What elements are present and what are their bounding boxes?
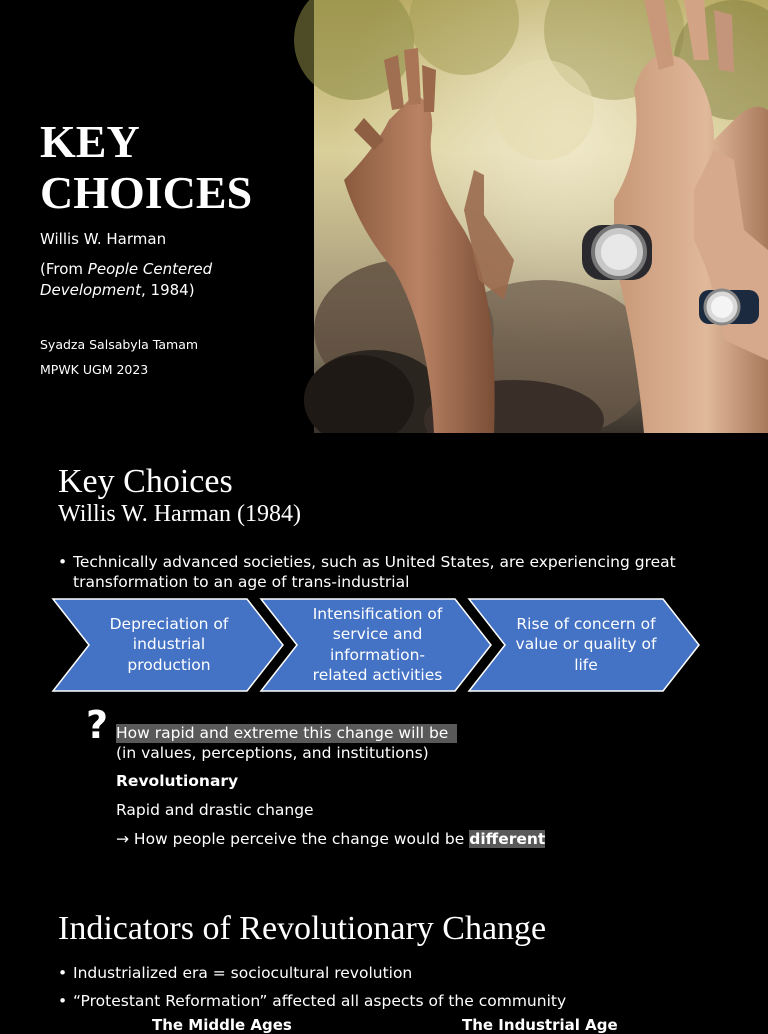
title-line-1: KEY bbox=[40, 116, 140, 167]
industrial-age-label: The Industrial Age bbox=[462, 1016, 618, 1034]
photo-illustration bbox=[314, 0, 768, 433]
revolutionary-label: Revolutionary bbox=[116, 772, 239, 790]
chevron-label-3: Rise of concern of value or quality of life bbox=[515, 614, 657, 674]
title-line-2: CHOICES bbox=[40, 167, 253, 218]
highlighted-word: different bbox=[469, 830, 546, 848]
bullet-text: Technically advanced societies, such as United States, are experiencing great transformation to an age of trans-industrial bbox=[73, 553, 676, 591]
source-prefix: (From bbox=[40, 260, 88, 278]
middle-ages-label: The Middle Ages bbox=[152, 1016, 292, 1034]
slide-subtitle: Willis W. Harman (1984) bbox=[58, 501, 301, 527]
key-choices-slide bbox=[0, 433, 768, 878]
perception-text: → How people perceive the change would be bbox=[116, 830, 470, 848]
bullet-dot-icon: • bbox=[58, 992, 68, 1010]
bullet-dot-icon: • bbox=[58, 553, 68, 571]
author-name: Willis W. Harman bbox=[40, 230, 167, 248]
question-line-2: (in values, perceptions, and institutions) bbox=[116, 744, 429, 762]
chevron-label-1: Depreciation of industrial production bbox=[109, 614, 229, 674]
bullet-item bbox=[58, 552, 698, 594]
bullet-text: “Protestant Reformation” affected all aspects of the community bbox=[73, 992, 567, 1010]
slide-title bbox=[40, 116, 252, 218]
indicators-slide bbox=[0, 878, 768, 1034]
bullet-item bbox=[58, 991, 708, 1013]
presenter-affiliation: MPWK UGM 2023 bbox=[40, 362, 149, 377]
rapid-change-text: Rapid and drastic change bbox=[116, 801, 314, 819]
process-chevrons bbox=[52, 598, 702, 693]
perception-statement bbox=[116, 830, 545, 848]
bullet-item bbox=[58, 963, 708, 985]
slide-title: Key Choices bbox=[58, 463, 233, 500]
raised-hands-photo bbox=[314, 0, 768, 433]
presenter-name: Syadza Salsabyla Tamam bbox=[40, 337, 199, 352]
chevron-label-2: Intensification of service and information-related activities bbox=[312, 604, 443, 684]
source-book-title: People Centered Development bbox=[40, 260, 213, 299]
bullet-text: Industrialized era = sociocultural revolution bbox=[73, 964, 413, 982]
question-mark-icon: ? bbox=[86, 703, 109, 747]
title-slide bbox=[0, 0, 768, 433]
source-citation bbox=[40, 259, 270, 301]
bullet-dot-icon: • bbox=[58, 964, 68, 982]
slide-title: Indicators of Revolutionary Change bbox=[58, 910, 547, 947]
question-line-1: How rapid and extreme this change will be bbox=[116, 724, 457, 743]
source-suffix: , 1984) bbox=[140, 281, 195, 299]
